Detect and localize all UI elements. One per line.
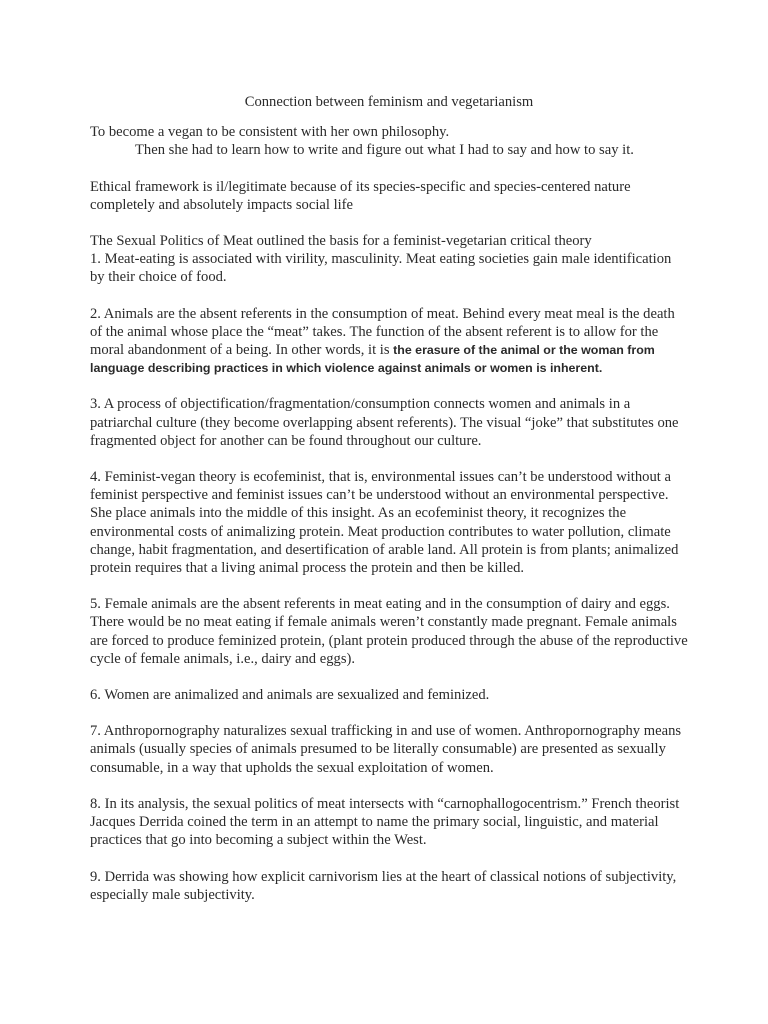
point-5: 5. Female animals are the absent referents in meat eating and in the consumption of dairy and eggs. There would be no meat eating if female animals weren’t constantly made pregnant. Female animals are forced to produce feminized protein, (plant protein produced through the abuse of the reproductive cycle of female animals, i.e., dairy and eggs). xyxy=(90,596,688,667)
point-3: 3. A process of objectification/fragmentation/consumption connects women and animals in a patriarchal culture (they become overlapping absent referents). The visual “joke” that substitutes one fragmented object for another can be found throughout our culture. xyxy=(90,396,679,449)
point-2 xyxy=(90,305,688,378)
point-2-text: 2. Animals are the absent referents in the consumption of meat. Behind every meat meal is the death of the animal whose place the “meat” takes. The function of the absent referent is to allow for the moral abandonment of a being. In other words, it is xyxy=(90,305,675,359)
point-1: 1. Meat-eating is associated with virility, masculinity. Meat eating societies gain male identification by their choice of food. xyxy=(90,251,672,286)
intro-line-1: To become a vegan to be consistent with her own philosophy. xyxy=(90,124,450,141)
sexual-politics-intro: The Sexual Politics of Meat outlined the basis for a feminist-vegetarian critical theory xyxy=(90,233,592,250)
page-title: Connection between feminism and vegetarianism xyxy=(244,94,534,110)
point-8: 8. In its analysis, the sexual politics of meat intersects with “carnophallogocentrism.” French theorist Jacques Derrida coined the term in an attempt to name the primary social, linguistic, and material practices that go into becoming a subject within the West. xyxy=(90,795,680,849)
ethical-framework-paragraph: Ethical framework is il/legitimate because of its species-specific and species-centered nature completely and absolutely impacts social life xyxy=(90,178,631,213)
point-6: 6. Women are animalized and animals are sexualized and feminized. xyxy=(90,687,490,704)
point-4: 4. Feminist-vegan theory is ecofeminist, that is, environmental issues can’t be understood without a feminist perspective and feminist issues can’t be understood without an environmental perspective. She place animals into the middle of this insight. As an ecofeminist theory, it recognizes the environmental costs of animalizing protein. Meat production contributes to water pollution, climate change, habit fragmentation, and desertification of arable land. All protein is from plants; animalized protein requires that a living animal process the protein and then be killed. xyxy=(90,469,679,577)
intro-line-2: Then she had to learn how to write and figure out what I had to say and how to say it. xyxy=(135,142,634,159)
point-9: 9. Derrida was showing how explicit carnivorism lies at the heart of classical notions of subjectivity, especially male subjectivity. xyxy=(90,868,677,903)
point-2-bold-text: the erasure of the animal or the woman from language describing practices in which violence against animals or women is inherent. xyxy=(90,343,655,376)
point-7: 7. Anthropornography naturalizes sexual trafficking in and use of women. Anthropornography means animals (usually species of animals presumed to be literally consumable) are presented as sexually consumable, in a way that upholds the sexual exploitation of women. xyxy=(90,723,682,776)
